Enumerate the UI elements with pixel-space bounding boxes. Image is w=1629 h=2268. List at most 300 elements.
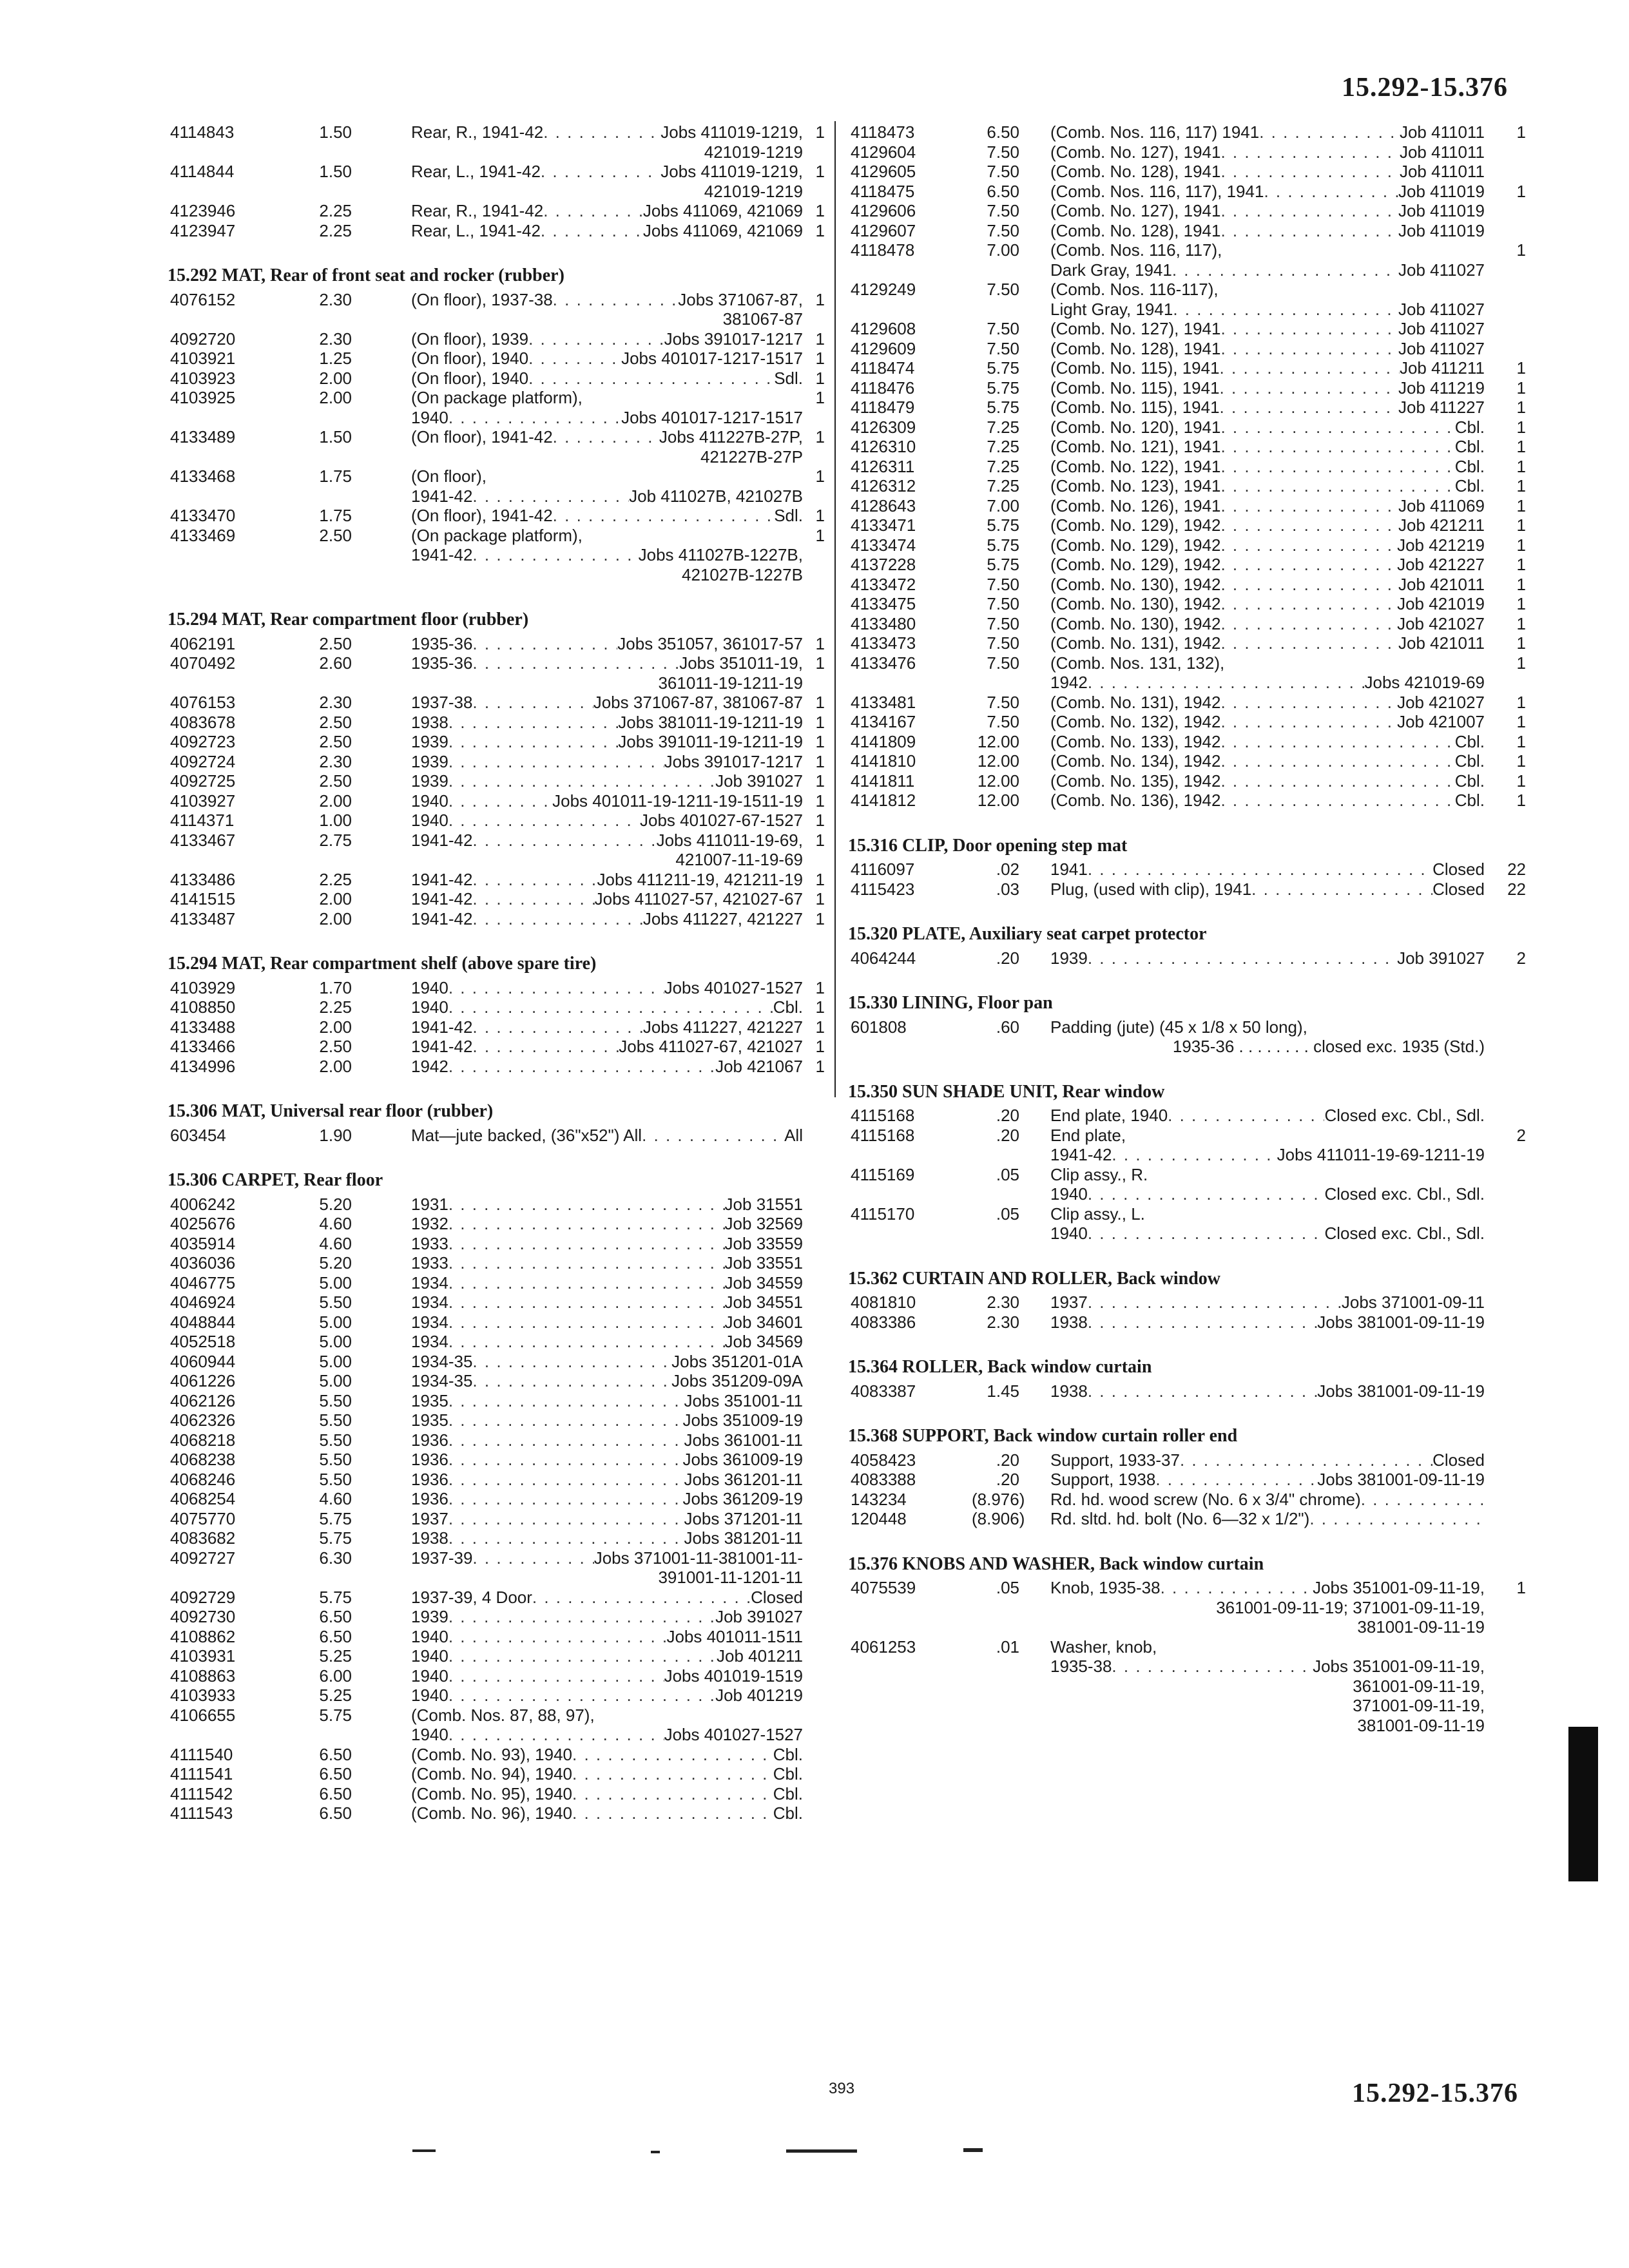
job-numbers: Jobs 401011-1511	[666, 1626, 803, 1646]
job-numbers: Job 391027	[715, 771, 803, 791]
part-description	[1019, 201, 1485, 221]
description-line	[1050, 476, 1485, 496]
quantity: 1	[1516, 692, 1526, 712]
job-numbers: 361001-09-11-19; 371001-09-11-19,	[1216, 1597, 1485, 1617]
description-text: 1941	[1050, 860, 1088, 879]
part-price: (8.976)	[972, 1489, 1025, 1509]
description-text: (Comb. No. 130), 1942	[1050, 613, 1221, 633]
description-text: 1939	[411, 1607, 448, 1626]
part-price: 2.00	[319, 908, 352, 928]
job-numbers: Jobs 351009-19	[682, 1410, 803, 1430]
dot-leader	[472, 693, 593, 713]
description-continuation	[1050, 1598, 1485, 1618]
description-text: 1935	[411, 1390, 448, 1410]
description-text: Rd. sltd. hd. bolt (No. 6—32 x 1/2")	[1050, 1509, 1310, 1528]
job-numbers: Jobs 411011-19-69-1211-19	[1277, 1145, 1485, 1164]
dot-leader	[1088, 860, 1432, 879]
description-line	[411, 1273, 803, 1293]
section-title: 15.292 MAT, Rear of front seat and rocker (rubber)	[168, 265, 564, 285]
description-line	[411, 653, 803, 673]
job-numbers: 421227B-27P	[700, 447, 803, 466]
part-entry	[169, 732, 825, 752]
part-price: 5.25	[319, 1686, 352, 1705]
job-numbers: Jobs 411227, 421227	[642, 908, 803, 928]
description-line	[1050, 260, 1485, 280]
dot-leader	[448, 1293, 725, 1312]
description-text: (On floor), 1940	[411, 368, 529, 388]
description-text: Light Gray, 1941	[1050, 299, 1173, 319]
dot-leader	[448, 1312, 725, 1332]
quantity: 1	[815, 329, 825, 349]
part-description	[352, 1588, 803, 1608]
part-entry	[169, 811, 825, 831]
part-price: .20	[996, 1470, 1019, 1489]
part-description	[1019, 712, 1485, 732]
job-numbers: Job 411019	[1398, 201, 1485, 220]
dot-leader	[1088, 1184, 1325, 1204]
part-entry	[169, 1666, 825, 1686]
part-description	[1019, 614, 1485, 634]
part-description	[1019, 496, 1485, 516]
part-description	[1019, 122, 1485, 142]
description-continuation	[411, 1568, 803, 1588]
dot-leader	[1088, 1312, 1317, 1332]
part-entry	[849, 693, 1526, 713]
part-price: 5.20	[319, 1253, 352, 1273]
part-price: 5.50	[319, 1390, 352, 1410]
part-price: 7.50	[987, 220, 1019, 240]
part-price: 7.50	[987, 633, 1019, 653]
part-number: 143234	[851, 1489, 907, 1509]
part-number: 4141812	[851, 791, 916, 810]
part-description	[352, 791, 803, 811]
job-numbers: Jobs 351011-19,	[679, 653, 803, 673]
part-description	[1019, 1017, 1485, 1057]
part-description	[1019, 555, 1485, 575]
part-description	[352, 1686, 803, 1706]
description-text: 1934	[411, 1332, 448, 1351]
quantity: 2	[1516, 948, 1526, 968]
part-number: 4133480	[851, 613, 916, 633]
description-line	[411, 771, 803, 791]
quantity: 1	[815, 977, 825, 997]
part-price: .05	[996, 1578, 1019, 1597]
job-numbers: Jobs 381201-11	[684, 1528, 803, 1548]
job-numbers: Cbl.	[1454, 751, 1485, 771]
part-description	[352, 1037, 803, 1057]
part-description	[352, 997, 803, 1017]
dot-leader	[1220, 398, 1398, 418]
description-line	[411, 1371, 803, 1391]
description-text: 1941-42	[411, 869, 473, 889]
quantity: 1	[1516, 181, 1526, 201]
description-text: 1937-39	[411, 1548, 473, 1568]
description-text: 1940	[411, 1646, 448, 1666]
description-line	[411, 791, 803, 811]
description-line	[411, 1764, 803, 1784]
part-entry	[169, 1764, 825, 1784]
part-entry	[169, 713, 825, 733]
description-text: (Comb. No. 94), 1940	[411, 1764, 573, 1783]
job-numbers: Sdl.	[774, 506, 803, 525]
part-entry	[169, 526, 825, 585]
part-number: 4129608	[851, 319, 916, 338]
part-price: 2.50	[319, 771, 352, 791]
description-text: (Comb. No. 115), 1941	[1050, 358, 1220, 378]
part-description	[1019, 751, 1485, 771]
part-price: 5.50	[319, 1293, 352, 1312]
job-numbers: 1935-36 . . . . . . . . closed exc. 1935 (Std.)	[1172, 1037, 1485, 1056]
part-price: 7.50	[987, 574, 1019, 594]
job-numbers: Jobs 401027-1527	[664, 977, 803, 997]
dot-leader	[472, 1352, 671, 1372]
part-entry	[849, 1165, 1526, 1204]
part-entry	[849, 1312, 1526, 1332]
job-numbers: Cbl.	[1454, 791, 1485, 810]
job-numbers: Closed	[751, 1587, 803, 1607]
dot-leader	[1220, 476, 1454, 496]
dot-leader	[448, 791, 552, 811]
description-line	[1050, 732, 1485, 752]
part-entry	[849, 653, 1526, 693]
description-line	[411, 1057, 803, 1077]
dot-leader	[1220, 201, 1398, 221]
quantity: 1	[1516, 476, 1526, 495]
part-number: 4068254	[170, 1489, 236, 1508]
part-price: 7.50	[987, 613, 1019, 633]
dot-leader	[448, 713, 618, 733]
part-number: 4133473	[851, 633, 916, 653]
description-line	[411, 909, 803, 929]
part-number: 4115168	[851, 1125, 915, 1145]
job-numbers: Jobs 391017-1217	[664, 329, 803, 349]
description-text: (Comb. No. 133), 1942	[1050, 731, 1221, 751]
catalog-section	[849, 836, 1526, 899]
job-numbers: Job 421019	[1397, 594, 1485, 613]
job-numbers: Jobs 361201-11	[684, 1469, 803, 1489]
section-title: 15.368 SUPPORT, Back window curtain roller end	[848, 1426, 1238, 1446]
description-text: (Comb. No. 129), 1942	[1050, 555, 1221, 574]
dot-leader	[1220, 339, 1398, 359]
part-number: 4083387	[851, 1381, 916, 1401]
part-number: 4114371	[170, 811, 235, 830]
description-text: 1937-39, 4 Door	[411, 1587, 532, 1607]
part-description	[352, 1803, 803, 1823]
part-number: 4123946	[170, 201, 236, 220]
job-numbers: Jobs 401011-19-1211-19-1511-19	[552, 791, 803, 811]
job-numbers: Job 34569	[724, 1332, 803, 1351]
part-number: 4092729	[170, 1587, 236, 1607]
part-number: 4092727	[170, 1548, 236, 1568]
job-numbers: 421019-1219	[704, 181, 803, 201]
job-numbers: Job 34551	[724, 1293, 803, 1312]
section-title: 15.306 MAT, Universal rear floor (rubber)	[168, 1101, 494, 1121]
part-description	[1019, 457, 1485, 477]
part-number: 4126311	[851, 456, 915, 476]
dot-leader	[1259, 122, 1400, 142]
part-number: 4103931	[170, 1646, 236, 1666]
dot-leader	[448, 1214, 725, 1234]
description-line	[1050, 860, 1485, 879]
job-numbers: Closed exc. Cbl., Sdl.	[1324, 1184, 1485, 1204]
part-price: 5.75	[987, 515, 1019, 535]
part-price: 5.75	[987, 535, 1019, 555]
description-line	[1050, 142, 1485, 162]
part-entry	[849, 182, 1526, 202]
description-text: 1934	[411, 1293, 448, 1312]
dot-leader	[1161, 1578, 1313, 1598]
part-number: 4062326	[170, 1410, 236, 1430]
job-numbers: Job 421067	[715, 1056, 803, 1076]
part-number: 4070492	[170, 653, 236, 673]
part-entry	[169, 1706, 825, 1745]
job-numbers: Job 421227	[1397, 555, 1485, 574]
dot-leader	[543, 201, 643, 221]
part-entry	[849, 240, 1526, 280]
description-text: (On floor), 1939	[411, 329, 529, 349]
part-number: 4129607	[851, 220, 916, 240]
description-text: (Comb. No. 128), 1941	[1050, 220, 1221, 240]
part-entry	[849, 437, 1526, 457]
part-price: 5.75	[319, 1705, 352, 1725]
description-line	[411, 1666, 803, 1686]
part-price: 1.75	[319, 506, 352, 525]
job-numbers: Job 411011	[1399, 142, 1485, 162]
job-numbers: Job 421011	[1398, 574, 1485, 594]
description-line	[1050, 1145, 1485, 1165]
job-numbers: Jobs 371001-09-11	[1341, 1293, 1485, 1312]
job-numbers: Cbl.	[773, 1744, 803, 1764]
job-numbers: Cbl.	[1454, 731, 1485, 751]
part-number: 4068218	[170, 1430, 236, 1450]
job-numbers: Jobs 391017-1217	[664, 751, 803, 771]
job-numbers: Jobs 351001-09-11-19,	[1313, 1578, 1485, 1597]
part-entry	[849, 201, 1526, 221]
description-line	[411, 122, 803, 142]
part-description	[1019, 791, 1485, 811]
dot-leader	[1361, 1490, 1485, 1510]
job-numbers: Jobs 371201-11	[684, 1508, 803, 1528]
dot-leader	[1220, 515, 1398, 535]
part-price: 7.50	[987, 201, 1019, 220]
part-number: 4133469	[170, 525, 236, 545]
job-numbers: Closed exc. Cbl., Sdl.	[1324, 1106, 1485, 1125]
part-entry	[169, 1548, 825, 1588]
quantity: 1	[1516, 731, 1526, 751]
part-entry	[849, 791, 1526, 811]
dot-leader	[543, 122, 660, 142]
description-text: Rd. hd. wood screw (No. 6 x 3/4" chrome)	[1050, 1489, 1361, 1509]
part-price: 5.00	[319, 1332, 352, 1351]
part-description	[1019, 1450, 1485, 1470]
part-price: 5.50	[319, 1410, 352, 1430]
part-price: 2.50	[319, 525, 352, 545]
part-entry	[849, 535, 1526, 555]
description-line	[1050, 1450, 1485, 1470]
quantity: 1	[815, 653, 825, 673]
quantity: 1	[1516, 712, 1526, 731]
part-description	[352, 1293, 803, 1312]
description-text: 1938	[411, 1528, 448, 1548]
part-number: 603454	[170, 1125, 226, 1145]
description-text: 1934	[411, 1273, 448, 1293]
part-description	[1019, 1293, 1485, 1312]
dot-leader	[448, 1470, 684, 1490]
part-entry	[849, 476, 1526, 496]
description-line	[411, 427, 803, 447]
part-number: 4076153	[170, 693, 236, 712]
description-line	[411, 545, 803, 565]
part-entry	[169, 1057, 825, 1077]
job-numbers: Jobs 361009-19	[682, 1450, 803, 1469]
description-text: 1940	[411, 407, 448, 427]
part-entry	[849, 1450, 1526, 1470]
part-entry	[169, 870, 825, 890]
job-numbers: Jobs 351057, 361017-57	[617, 633, 803, 653]
part-entry	[849, 879, 1526, 899]
description-text: 1940	[411, 1725, 448, 1744]
part-number: 4061253	[851, 1637, 916, 1657]
part-price: 4.60	[319, 1489, 352, 1508]
dot-leader	[472, 653, 679, 673]
part-number: 4046775	[170, 1273, 236, 1293]
description-text: (Comb. No. 134), 1942	[1050, 751, 1221, 771]
description-line	[411, 329, 803, 349]
quantity: 1	[1516, 358, 1526, 378]
job-numbers: Job 411027B, 421027B	[629, 486, 803, 506]
part-price: 5.00	[319, 1351, 352, 1371]
quantity: 1	[1516, 398, 1526, 417]
job-numbers: Job 411027	[1398, 260, 1485, 280]
job-numbers: Job 32569	[724, 1214, 803, 1233]
dot-leader	[472, 634, 617, 654]
job-numbers: Jobs 381001-09-11-19	[1317, 1470, 1485, 1489]
part-price: 1.00	[319, 811, 352, 830]
part-number: 4103921	[170, 349, 236, 368]
quantity: 1	[815, 201, 825, 220]
description-text: (On floor), 1941-42	[411, 506, 553, 525]
description-line	[1050, 1657, 1485, 1677]
dot-leader	[1264, 182, 1398, 202]
part-number: 4108863	[170, 1666, 236, 1686]
section-title: 15.316 CLIP, Door opening step mat	[848, 835, 1128, 856]
dot-leader	[1155, 1470, 1317, 1490]
part-price: 7.50	[987, 319, 1019, 338]
description-line	[1050, 879, 1485, 899]
description-text: (Comb. No. 129), 1942	[1050, 515, 1221, 535]
quantity: 1	[1516, 122, 1526, 142]
part-number: 4133481	[851, 692, 916, 712]
part-description	[1019, 1106, 1485, 1126]
section-title: 15.350 SUN SHADE UNIT, Rear window	[848, 1081, 1165, 1102]
part-price: .20	[996, 1125, 1019, 1145]
description-line	[411, 1627, 803, 1647]
part-number: 4058423	[851, 1450, 916, 1470]
dot-leader	[472, 1017, 642, 1037]
description-line	[411, 1509, 803, 1529]
description-line	[1050, 437, 1485, 457]
job-numbers: Cbl.	[1454, 456, 1485, 476]
description-line	[1050, 1490, 1485, 1510]
part-description	[352, 1745, 803, 1765]
dot-leader	[472, 1371, 671, 1391]
part-number: 4075770	[170, 1508, 236, 1528]
part-description	[1019, 535, 1485, 555]
job-numbers: 361001-09-11-19,	[1353, 1676, 1485, 1696]
dot-leader	[448, 1646, 717, 1666]
dot-leader	[448, 1430, 684, 1450]
quantity: 1	[815, 791, 825, 811]
part-entry	[849, 555, 1526, 575]
job-numbers: Job 31551	[724, 1194, 803, 1214]
description-text: 1940	[411, 811, 448, 830]
part-entry	[849, 712, 1526, 732]
job-numbers: Jobs 391011-19-1211-19	[618, 732, 803, 751]
part-price: 5.75	[987, 398, 1019, 417]
dot-leader	[1220, 555, 1397, 575]
section-title: 15.306 CARPET, Rear floor	[168, 1170, 383, 1190]
dot-leader	[472, 1548, 593, 1568]
dot-leader	[472, 870, 597, 890]
part-description	[1019, 142, 1485, 162]
dot-leader	[553, 506, 775, 526]
dot-leader	[1088, 948, 1397, 968]
quantity: 1	[815, 633, 825, 653]
catalog-section	[849, 1269, 1526, 1332]
part-description	[352, 831, 803, 870]
description-text: 1934	[411, 1312, 448, 1332]
part-price: 7.50	[987, 162, 1019, 181]
description-text: (Comb. No. 130), 1942	[1050, 594, 1221, 613]
job-numbers: Job 411027	[1398, 319, 1485, 338]
part-description	[352, 1017, 803, 1037]
part-number: 4106655	[170, 1705, 236, 1725]
part-number: 4081810	[851, 1293, 916, 1312]
part-description	[352, 1646, 803, 1666]
part-number: 4141811	[851, 771, 915, 791]
description-line	[411, 811, 803, 831]
part-price: 2.30	[987, 1312, 1019, 1332]
part-description	[352, 1253, 803, 1273]
dot-leader	[1220, 496, 1398, 516]
description-text: Rear, L., 1941-42	[411, 220, 541, 240]
description-line	[1050, 673, 1485, 693]
job-numbers: Jobs 411069, 421069	[642, 220, 803, 240]
description-text: 1940	[411, 791, 448, 811]
job-numbers: Job 391027	[1397, 948, 1485, 968]
description-text: Knob, 1935-38	[1050, 1578, 1161, 1597]
description-line	[411, 732, 803, 752]
quantity: 1	[815, 162, 825, 181]
description-continuation	[411, 447, 803, 467]
job-numbers: 421027B-1227B	[682, 564, 803, 584]
job-numbers: Job 411027	[1398, 299, 1485, 319]
part-price: (8.906)	[972, 1509, 1025, 1528]
description-text: 1935-36	[411, 653, 473, 673]
part-description	[1019, 653, 1485, 693]
quantity: 1	[1516, 456, 1526, 476]
job-numbers: Closed	[1432, 1450, 1485, 1470]
dot-leader	[448, 1391, 684, 1411]
part-description	[352, 349, 803, 369]
part-description	[352, 889, 803, 909]
part-description	[1019, 339, 1485, 359]
description-line	[1050, 457, 1485, 477]
description-text: 1932	[411, 1214, 448, 1233]
description-line	[411, 506, 803, 526]
part-number: 4116097	[851, 860, 915, 879]
description-line	[1050, 791, 1485, 811]
